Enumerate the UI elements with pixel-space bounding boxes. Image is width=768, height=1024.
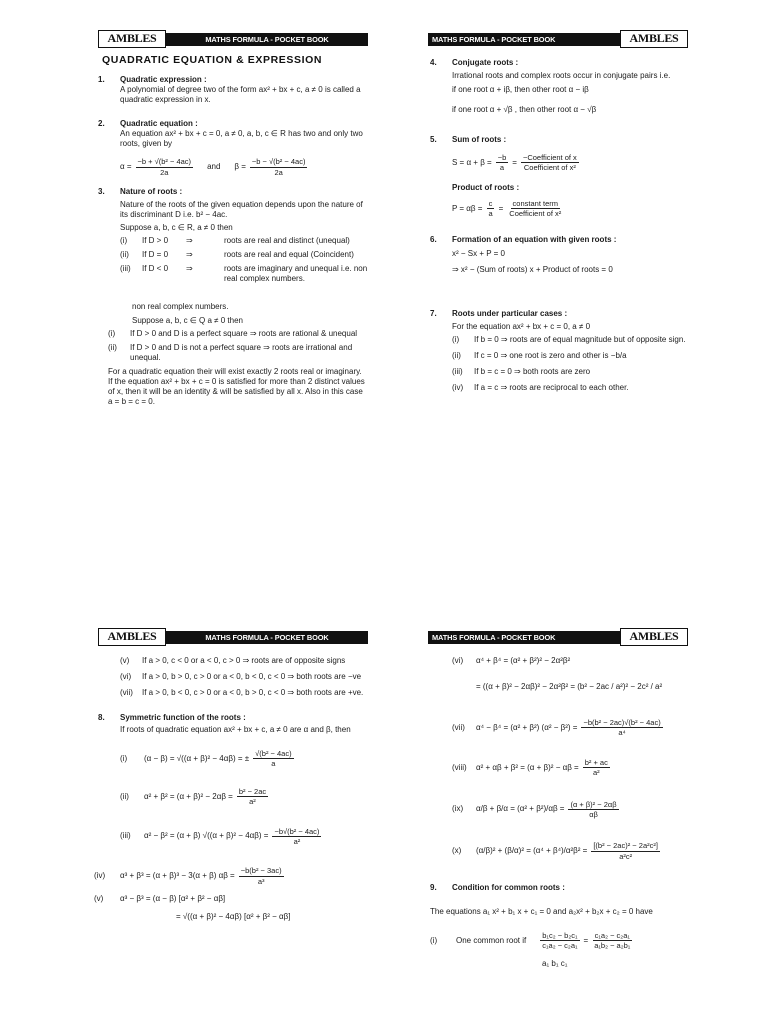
denominator: a [499,163,505,173]
denominator: 2a [274,167,283,177]
list-item [120,264,374,284]
item-number: (iii) [120,263,131,273]
suppose-text: Suppose a, b, c ∈ Q a ≠ 0 then [132,315,243,325]
symmetric-formula [120,787,374,807]
section-8 [92,713,374,922]
section-heading: Symmetric function of the roots : [120,713,246,722]
numerator: b² + ac [584,757,608,767]
header-bar: MATHS FORMULA - POCKET BOOK [428,631,620,644]
brand-logo: AMBLES [98,30,166,48]
list-item [120,656,374,667]
formula-lhs: α/β + β/α = (α² + β²)/αβ = [476,804,565,814]
formula-continuation: = √((α + β)² − 4αβ) [α² + β² − αβ] [176,912,291,921]
item-number: (x) [452,846,462,856]
fraction [496,153,509,173]
denominator: a⁴ [618,728,626,738]
item-number: (vi) [120,672,132,681]
closing-paragraph: For a quadratic equation their will exist exactly 2 roots real or imaginary. If the equation ax² + bx + c = 0 is satisfied for more than 2 distinct values of x, then it will be an identity & will be satisfied by all x. Also in this case a = b = c = 0. [108,366,365,406]
numerator: √(b² − 4ac) [255,749,292,758]
page-bottom-left [92,628,374,1024]
section-1 [92,75,374,105]
numerator: −b(b² − 3ac) [240,866,282,876]
numerator: b₁c₂ − b₂c₁ [542,931,578,940]
item-number: (ii) [120,249,129,259]
denominator: Coefficient of x² [523,163,576,173]
section-heading: Nature of roots : [120,186,183,196]
symmetric-formula [120,827,374,847]
numerator: −b + √(b² − 4ac) [137,157,192,167]
section-text: The equations a₁ x² + b₁ x + c₁ = 0 and a₂x² + b₂x + c₂ = 0 have [430,907,653,916]
section-number: 7. [430,308,437,318]
section-9 [424,883,708,969]
page-header [424,628,708,646]
denominator: αβ [589,809,598,819]
section-7 [424,309,708,394]
item-text: If D > 0 and D is not a perfect square ⇒ roots are irrational and unequal. [130,342,353,362]
symmetric-formula [94,866,374,886]
list-item [120,672,374,683]
list-item [452,351,708,362]
common-root-condition [430,931,708,951]
beta-fraction [250,157,308,177]
symmetric-formula [452,800,708,820]
page-bottom-right [424,628,708,1024]
list-item [452,367,708,378]
fraction [581,718,662,738]
list-item [120,250,374,261]
item-condition: If D < 0 [142,263,169,273]
condition-text: One common root if [456,935,527,945]
item-number: (ii) [120,791,129,801]
formula-lhs: (α/β)² + (β/α)² = (α⁴ + β⁴)/α²β² = [476,846,588,856]
item-number: (v) [94,894,104,903]
product-formula [452,199,708,219]
fraction [591,841,660,861]
list-item [108,343,374,363]
cut-off-text: a₁ b₁ c₁ [542,958,568,968]
formula-line: if one root α + √β , then other root α − √β [452,105,597,114]
denominator: a²c² [619,851,633,861]
item-number: (iii) [120,831,131,841]
item-number: (i) [452,334,460,344]
denominator: Coefficient of x² [509,209,562,219]
item-number: (v) [120,656,130,665]
suppose-text: Suppose a, b, c ∈ R, a ≠ 0 then [120,222,233,232]
sum-lhs: S = α + β = [452,157,492,167]
fraction [272,827,321,847]
item-condition: If D > 0 [142,235,169,245]
alpha-fraction [136,157,194,177]
list-item [120,236,374,247]
equals-sign: = [583,935,589,945]
implies-arrow: ⇒ [186,263,193,273]
formula-lhs: α² + αβ + β² = (α + β)² − αβ = [476,762,579,772]
denominator: a₁b₂ − a₂b₁ [594,941,631,951]
sum-formula [452,153,708,173]
item-text: If a > 0, b > 0, c > 0 or a < 0, b < 0, c < 0 ⇒ both roots are −ve [142,672,362,681]
formula-lhs: = ((α + β)² − 2αβ)² − 2α²β² = (b² − 2ac / a²)² − 2c² / a² [476,682,663,691]
item-number: (ii) [452,350,461,360]
fraction [237,787,268,807]
formula-lhs: (α − β) = √((α + β)² − 4αβ) = ± [144,753,250,763]
section-heading: Quadratic expression : [120,75,207,85]
denominator: a² [249,797,256,807]
equals-sign: = [512,157,517,167]
fraction [592,931,632,951]
formula-line: ⇒ x² − (Sum of roots) x + Product of roots = 0 [452,264,613,274]
section-number: 1. [98,75,105,85]
equals-sign: = [498,203,504,213]
list-item [108,329,374,340]
header-bar: MATHS FORMULA - POCKET BOOK [166,33,368,46]
section-text: Nature of the roots of the given equation depends upon the nature of its discriminant D i.e. b² − 4ac. [120,199,363,219]
numerator: −Coefficient of x [522,153,577,162]
symmetric-formula [452,718,708,738]
list-item [452,383,708,394]
item-number: (iv) [94,871,106,881]
product-lhs: P = αβ = [452,203,483,213]
numerator: −b(b² − 2ac)√(b² − 4ac) [583,718,661,727]
page-top-left [92,30,374,500]
section-text: Irrational roots and complex roots occur in conjugate pairs i.e. [452,71,671,80]
page-header [424,30,708,48]
page-header [92,30,374,48]
fraction [486,199,494,219]
item-result: roots are real and equal (Coincident) [224,249,354,259]
numerator: c [488,198,493,208]
denominator: a² [293,836,301,846]
fraction [521,153,579,173]
implies-arrow: ⇒ [186,249,193,259]
item-text: If D > 0 and D is a perfect square ⇒ roots are rational & unequal [130,328,358,338]
item-number: (viii) [452,762,467,772]
page-top-right [424,30,708,490]
section-number: 6. [430,234,437,244]
symmetric-formula [120,749,374,769]
section-text: For the equation ax² + bx + c = 0, a ≠ 0 [452,321,591,331]
section-2 [92,119,374,177]
formula-lhs: α⁴ + β⁴ = (α² + β²)² − 2α²β² [476,656,571,665]
numerator: (α + β)² − 2αβ [570,799,617,809]
denominator: 2a [160,167,169,177]
formula-lhs: α² + β² = (α + β)² − 2αβ = [144,791,233,801]
formula-lhs: α⁴ − β⁴ = (α² + β²) (α² − β²) = [476,722,578,732]
section-number: 9. [430,883,437,892]
section-heading: Quadratic equation : [120,119,198,129]
denominator: a [271,759,276,769]
section-number: 8. [98,713,105,722]
section-5 [424,135,708,219]
formula-line: if one root α + iβ, then other root α − iβ [452,85,589,94]
denominator: c₁a₂ − c₂a₁ [542,941,578,951]
item-text: If a > 0, b < 0, c > 0 or a < 0, b > 0, c < 0 ⇒ both roots are +ve. [142,688,364,697]
denominator: a³ [257,876,265,886]
item-number: (ix) [452,804,464,814]
item-number: (i) [430,935,438,945]
numerator: b² − 2ac [238,786,267,796]
fraction [253,749,293,769]
item-number: (i) [120,753,128,763]
symmetric-formula [476,682,708,692]
numerator: c₁a₂ − c₂a₁ [594,931,630,940]
item-text: If c = 0 ⇒ one root is zero and other is −b/a [474,350,627,360]
section-4 [424,58,708,115]
item-text: If a > 0, c < 0 or a < 0, c > 0 ⇒ roots are of opposite signs [142,656,346,665]
repeated-text: non real complex numbers. [132,301,229,311]
formula-lhs: α³ + β³ = (α + β)³ − 3(α + β) αβ = [120,871,235,881]
beta-lhs: β = [234,162,246,171]
item-text: If b = c = 0 ⇒ both roots are zero [474,366,591,376]
item-condition: If D = 0 [142,249,169,259]
fraction [583,758,610,778]
fraction [568,800,618,820]
section-heading: Condition for common roots : [452,883,565,892]
symmetric-formula [452,841,708,861]
item-number: (vi) [452,656,464,665]
section-3 [92,187,374,407]
formula-lhs: α² − β² = (α + β) √((α + β)² − 4αβ) = [144,831,269,841]
symmetric-formula [452,656,708,666]
item-number: (i) [120,235,128,245]
numerator: −b√(b² − 4ac) [274,826,320,836]
section-6 [424,235,708,275]
denominator: a² [592,768,600,778]
alpha-lhs: α = [120,162,132,171]
item-number: (iv) [452,382,464,392]
section-heading: Conjugate roots : [452,58,519,67]
fraction [507,199,563,219]
symmetric-formula [452,758,708,778]
chapter-title: QUADRATIC EQUATION & EXPRESSION [102,54,323,66]
roots-formula [120,157,374,177]
brand-logo: AMBLES [620,628,688,646]
denominator: a [488,209,493,219]
section-heading: Sum of roots : [452,135,507,144]
fraction [540,931,579,951]
item-number: (iii) [452,366,463,376]
section-text: A polynomial of degree two of the form ax² + bx + c, a ≠ 0 is called a quadratic expression in x. [120,85,361,105]
page-header [92,628,374,646]
header-bar: MATHS FORMULA - POCKET BOOK [166,631,368,644]
section-heading: Roots under particular cases : [452,308,568,318]
item-number: (vii) [452,722,465,732]
item-text: If a = c ⇒ roots are reciprocal to each other. [474,382,629,392]
numerator: −b − √(b² − 4ac) [251,157,306,167]
numerator: [(b² − 2ac)² − 2a²c²] [593,841,658,851]
symmetric-formula [94,894,374,904]
item-number: (ii) [108,342,117,352]
formula-line: x² − Sx + P = 0 [452,248,505,258]
item-number: (i) [108,328,116,338]
section-text: If roots of quadratic equation ax² + bx + c, a ≠ 0 are α and β, then [120,725,351,734]
section-number: 3. [98,186,105,196]
section-text: An equation ax² + bx + c = 0, a ≠ 0, a, b, c ∈ R has two and only two roots, given by [120,129,363,149]
brand-logo: AMBLES [98,628,166,646]
section-number: 4. [430,58,437,67]
section-heading: Formation of an equation with given roots : [452,234,617,244]
sub-heading: Product of roots : [452,182,520,192]
brand-logo: AMBLES [620,30,688,48]
and-word: and [207,162,221,171]
list-item [120,688,374,699]
section-number: 5. [430,135,437,144]
implies-arrow: ⇒ [186,235,193,245]
list-item [452,335,708,346]
numerator: −b [497,153,507,162]
section-number: 2. [98,119,105,129]
fraction [239,866,284,886]
header-bar: MATHS FORMULA - POCKET BOOK [428,33,620,46]
item-text: If b = 0 ⇒ roots are of equal magnitude but of opposite sign. [474,334,686,344]
formula-lhs: α³ − β³ = (α − β) [α² + β² − αβ] [120,894,226,903]
item-result: roots are real and distinct (unequal) [224,235,350,245]
item-number: (vii) [120,688,133,697]
numerator: constant term [512,198,558,208]
item-result: roots are imaginary and unequal i.e. non real complex numbers. [224,263,368,283]
